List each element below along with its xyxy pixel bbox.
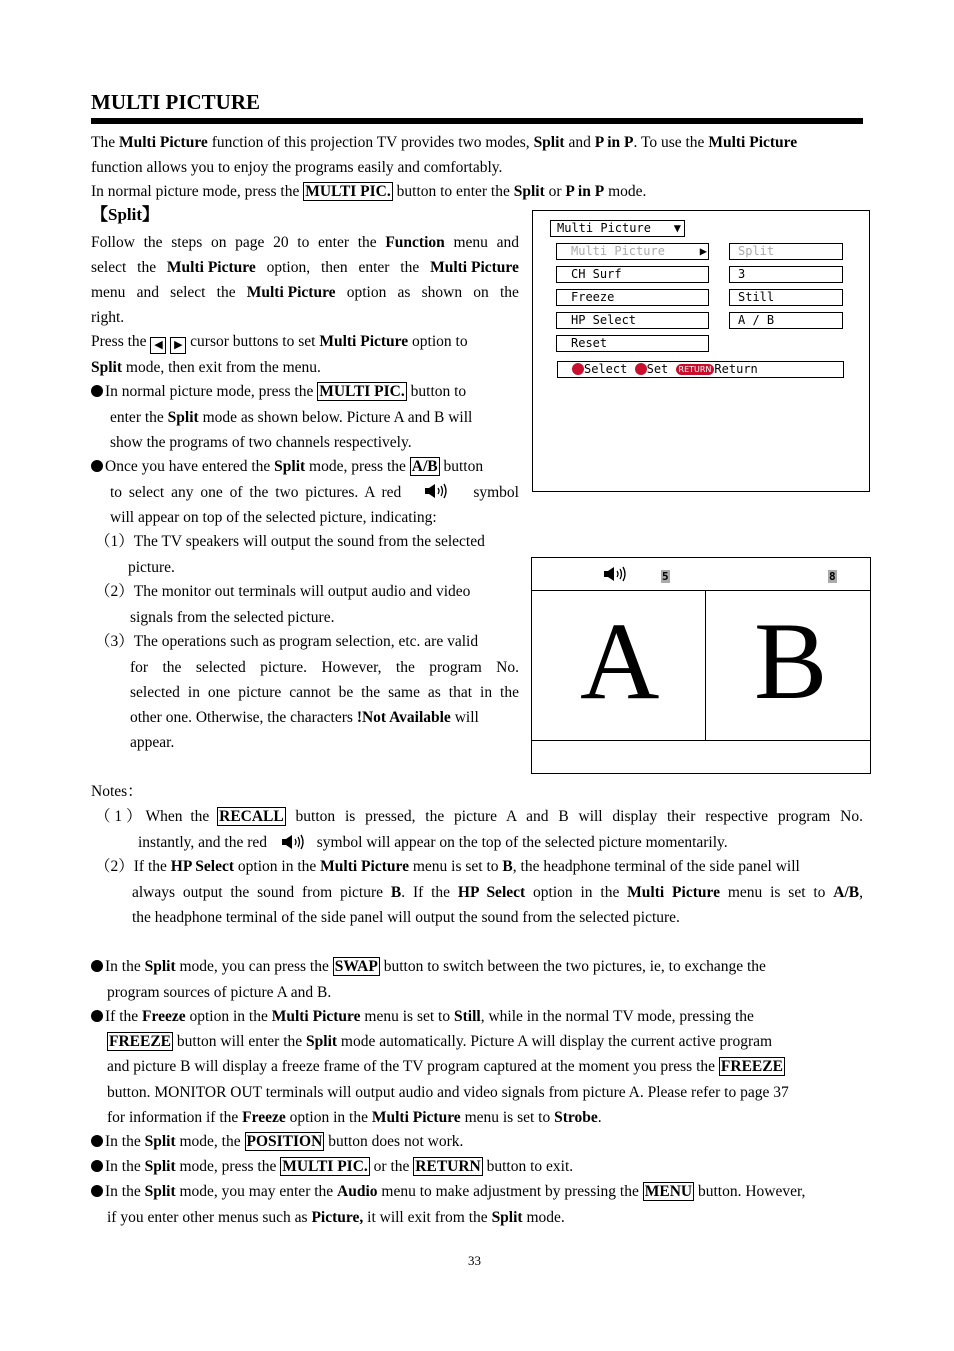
page-title: MULTI PICTURE [91, 90, 261, 114]
word: option [346, 284, 387, 301]
word: Function [385, 234, 445, 251]
bullet-icon [91, 1185, 103, 1197]
split-screen-panel [531, 557, 871, 774]
title-rule [91, 118, 863, 124]
menu-value-freeze: Still [729, 289, 843, 306]
bullet-2-line-2: to select any one of the two pictures. A red symbol [110, 484, 519, 501]
word: then [320, 259, 348, 276]
down-triangle-icon: ▼ [673, 221, 681, 235]
bullet-1-line-3: show the programs of two channels respectively. [110, 434, 412, 451]
bullet-1-line-1: In normal picture mode, press the MULTI PIC. button to [91, 382, 466, 402]
intro-line-2: function allows you to enjoy the programs easily and comfortably. [91, 159, 503, 176]
word: the [357, 234, 377, 251]
word: and [496, 234, 519, 251]
word: steps [171, 234, 203, 251]
word: on [210, 234, 227, 251]
bullet-freeze-line-2: FREEZE button will enter the Split mode automatically. Picture A will display the current active program [109, 1033, 773, 1050]
divider [532, 740, 870, 741]
word: option, [266, 259, 311, 276]
item-1-line-2: picture. [128, 559, 175, 576]
word: enter [358, 259, 390, 276]
word: page [235, 234, 265, 251]
split-heading: 【Split】 [91, 205, 160, 224]
item-3-line-2: for the selected picture. However, the program No. [130, 659, 519, 676]
bullet-icon [91, 385, 103, 397]
menu-row-hp-select: HP Select [556, 312, 709, 329]
menu-value-multi-picture: Split [729, 243, 843, 260]
bullet-swap-line-2: program sources of picture A and B. [107, 984, 332, 1001]
bullet-icon [91, 460, 103, 472]
word: enter [318, 234, 349, 251]
item-2-line-1: （2）The monitor out terminals will output audio and video [95, 583, 471, 600]
bullet-icon [91, 960, 103, 972]
word: to [297, 234, 310, 251]
word: menu [453, 234, 488, 251]
menu-value-ch-surf: 3 [729, 266, 843, 283]
menu-value-hp-select: A / B [729, 312, 843, 329]
word: select [91, 259, 127, 276]
note-1-line-1: （1）When the RECALL button is pressed, the picture A and B will display their respective program No. [95, 808, 863, 825]
bullet-2-line-3: will appear on top of the selected picture, indicating: [110, 509, 437, 526]
p2-line-2: Split mode, then exit from the menu. [91, 359, 321, 376]
note-2-line-3: the headphone terminal of the side panel will output the sound from the selected picture. [132, 909, 680, 926]
p1-line-3 [91, 283, 519, 303]
note-2-line-1: （2）If the HP Select option in the Multi Picture menu is set to B, the headphone terminal of the side panel will [95, 858, 800, 875]
bullet-freeze-line-3: and picture B will display a freeze frame of the TV program captured at the moment you press the FREEZE [107, 1058, 783, 1075]
speaker-icon [603, 566, 629, 582]
channel-number-b: 8 [829, 570, 836, 583]
bullet-icon [91, 1160, 103, 1172]
bullet-freeze-line-5: for information if the Freeze option in the Multi Picture menu is set to Strobe. [107, 1109, 602, 1126]
divider [532, 590, 870, 591]
word: the [143, 234, 163, 251]
word: shown [421, 284, 463, 301]
bullet-freeze-line-1: If the Freeze option in the Multi Picture menu is set to Still, while in the normal TV mode, pressing the [91, 1007, 754, 1027]
left-right-set-icon [635, 363, 647, 375]
item-3-line-1: （3）The operations such as program selection, etc. are valid [95, 633, 479, 650]
p1-line-2 [91, 258, 519, 278]
word: as [397, 284, 411, 301]
page-number: 33 [468, 1253, 481, 1268]
bullet-audio-line-2: if you enter other menus such as Picture, it will exit from the Split mode. [107, 1209, 565, 1226]
word: the [216, 284, 236, 301]
word: Multi Picture [430, 259, 519, 276]
intro-line-1: The Multi Picture function of this projection TV provides two modes, Split and P in P. To use the Multi Picture [91, 134, 798, 151]
word: the [499, 284, 519, 301]
word: and [136, 284, 159, 301]
menu-row-multi-picture: Multi Picture ▶ [556, 243, 709, 260]
item-3-line-3: selected in one picture cannot be the same as that in the [130, 684, 519, 701]
left-arrow-icon: ◀ [150, 337, 166, 354]
bullet-position: In the Split mode, the POSITION button does not work. [91, 1132, 463, 1152]
speaker-icon [281, 834, 307, 850]
item-1-line-1: （1）The TV speakers will output the sound from the selected [95, 533, 485, 550]
channel-number-a: 5 [662, 570, 669, 583]
up-down-select-icon [572, 363, 584, 375]
item-3-line-5: appear. [130, 734, 175, 751]
word: 20 [273, 234, 289, 251]
picture-b-label: B [754, 600, 828, 722]
divider [705, 590, 706, 740]
menu-screenshot-panel [532, 210, 870, 492]
word: the [137, 259, 157, 276]
bullet-audio-line-1: In the Split mode, you may enter the Audio menu to make adjustment by pressing the MENU button. However, [91, 1182, 805, 1202]
item-2-line-2: signals from the selected picture. [130, 609, 335, 626]
return-icon: RETURN [676, 364, 715, 375]
right-arrow-icon: ▶ [170, 337, 186, 354]
word: Multi Picture [166, 259, 256, 276]
bullet-exit: In the Split mode, press the MULTI PIC. or the RETURN button to exit. [91, 1157, 573, 1177]
picture-a-label: A [580, 600, 660, 722]
menu-row-reset: Reset [556, 335, 709, 352]
bullet-1-line-2: enter the Split mode as shown below. Picture A and B will [110, 409, 473, 426]
menu-row-ch-surf: CH Surf [556, 266, 709, 283]
bullet-2-line-1: Once you have entered the Split mode, press the A/B button [91, 457, 483, 477]
word: on [473, 284, 489, 301]
note-1-line-2: instantly, and the red symbol will appear on the top of the selected picture momentarily. [138, 834, 728, 851]
word: Multi Picture [246, 284, 336, 301]
menu-footer: Select Set RETURN Return [557, 361, 844, 378]
note-2-line-2: always output the sound from picture B. If the HP Select option in the Multi Picture menu is set to A/B, [132, 884, 863, 901]
bullet-freeze-line-4: button. MONITOR OUT terminals will output audio and video signals from picture A. Please refer to page 37 [107, 1084, 789, 1101]
word: the [400, 259, 420, 276]
p2-line-1: Press the ◀ ▶ cursor buttons to set Multi Picture option to [91, 332, 519, 354]
multi-pic-button-label: MULTI PIC. [305, 183, 391, 200]
item-3-line-4: other one. Otherwise, the characters !Not Available will [130, 709, 479, 726]
bullet-swap-line-1: In the Split mode, you can press the SWAP button to switch between the two pictures, ie, to exchange the [91, 957, 766, 977]
word: select [170, 284, 206, 301]
speaker-icon [424, 483, 450, 499]
notes-heading: Notes： [91, 783, 143, 800]
menu-title-box: Multi Picture ▼ [550, 220, 685, 237]
menu-row-freeze: Freeze [556, 289, 709, 306]
p1-line-1 [91, 233, 519, 253]
word: Follow [91, 234, 135, 251]
bullet-icon [91, 1135, 103, 1147]
intro-line-3: In normal picture mode, press the MULTI PIC. button to enter the Split or P in P mode. [91, 183, 647, 200]
p1-line-4: right. [91, 309, 125, 326]
right-triangle-icon: ▶ [699, 244, 707, 258]
bullet-icon [91, 1010, 103, 1022]
word: menu [91, 284, 126, 301]
